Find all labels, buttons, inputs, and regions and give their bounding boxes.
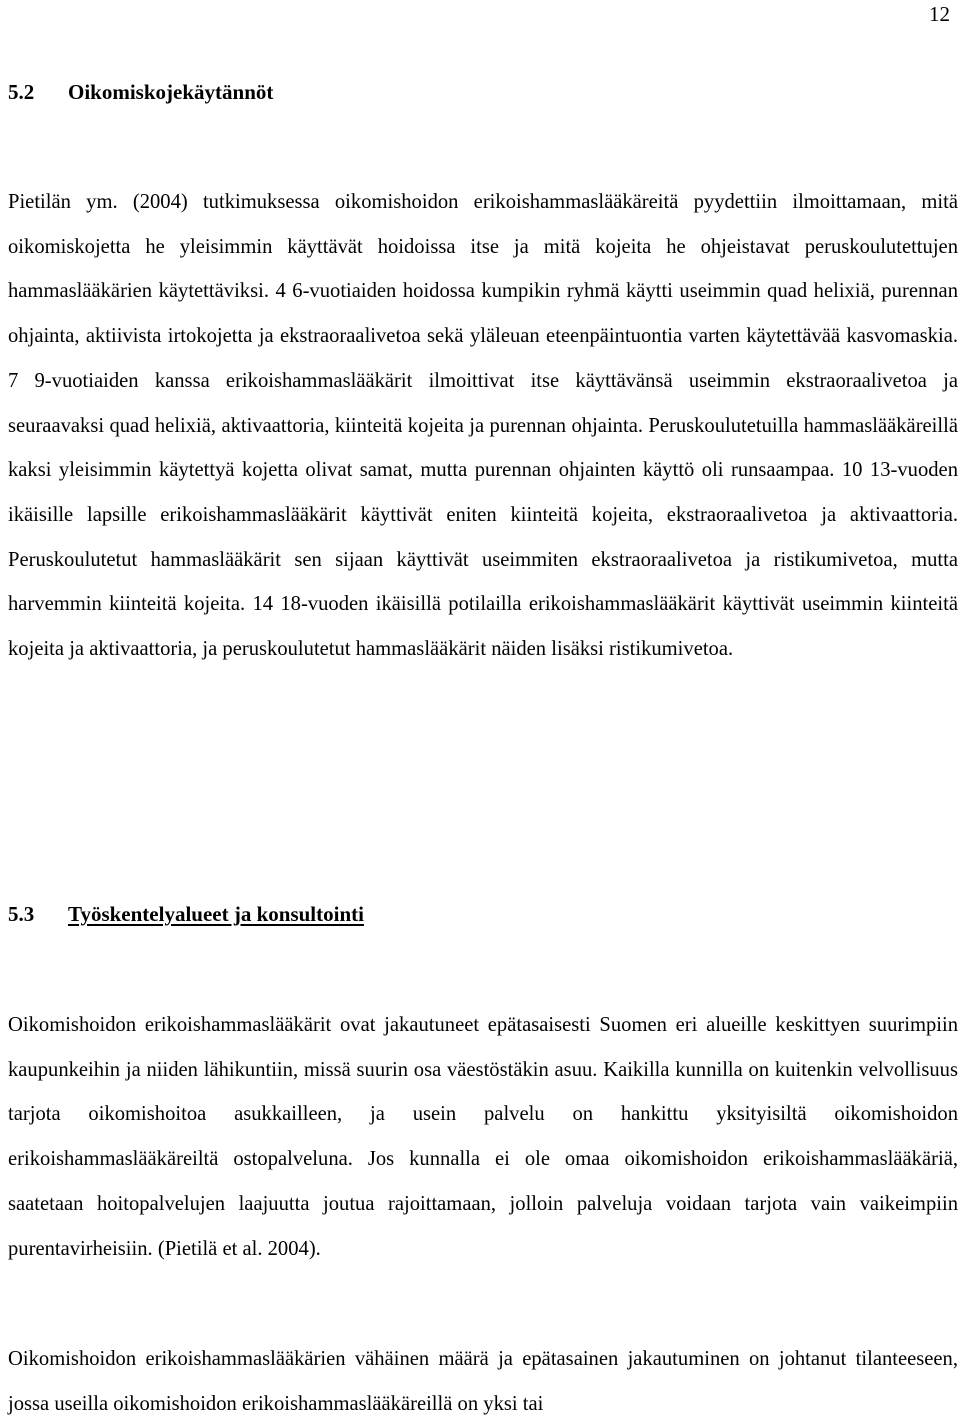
section-number: 5.2 <box>8 80 35 104</box>
section-heading-5-3 <box>8 901 364 927</box>
page-number: 12 <box>929 2 950 26</box>
body-paragraph: Oikomishoidon erikoishammaslääkärit ovat jakautuneet epätasaisesti Suomen eri alueille keskittyen suurimpiin kaupunkeihin ja niiden lähikuntiin, missä suurin osa väestöstäkin asuu. Kaikilla kunnilla on kuitenkin velvollisuus tarjota oikomishoitoa asukkailleen, ja usein palvelu on hankittu yksityisiltä oikomishoidon erikoishammaslääkäreiltä ostopalveluna. Jos kunnalla ei ole omaa oikomishoidon erikoishammaslääkäriä, saatetaan hoitopalvelujen laajuutta joutua rajoittamaan, jolloin palveluja voidaan tarjota vain vaikeimpiin purentavirheisiin. (Pietilä et al. 2004). <box>8 1014 958 1260</box>
section-title: Työskentelyalueet ja konsultointi <box>68 902 364 926</box>
body-paragraph: Pietilän ym. (2004) tutkimuksessa oikomishoidon erikoishammaslääkäreitä pyydettiin ilmoittamaan, mitä oikomiskojetta he yleisimmin käyttävät hoidoissa itse ja mitä kojeita he ohjeistavat peruskoulutettujen hammaslääkärien käytettäviksi. 4 6-vuotiaiden hoidossa kumpikin ryhmä käytti useimmin quad helixiä, purennan ohjainta, aktiivista irtokojetta ja ekstraoraalivetoa sekä yläleuan eteenpäintuontia varten käytettävää kasvomaskia. 7 9-vuotiaiden kanssa erikoishammaslääkärit ilmoittivat itse käyttävänsä useimmin ekstraoraalivetoa ja seuraavaksi quad helixiä, aktivaattoria, kiinteitä kojeita ja purennan ohjainta. Peruskoulutetuilla hammaslääkäreillä kaksi yleisimmin käytettyä kojetta olivat samat, mutta purennan ohjainten käyttö oli runsaampaa. 10 13-vuoden ikäisille lapsille erikoishammaslääkärit käyttivät eniten kiinteitä kojeita, ekstraoraalivetoa ja aktivaattoria. Peruskoulutetut hammaslääkärit sen sijaan käyttivät useimmiten ekstraoraalivetoa ja ristikumivetoa, mutta harvemmin kiinteitä kojeita. 14 18-vuoden ikäisillä potilailla erikoishammaslääkärit käyttivät useimmin kiinteitä kojeita ja aktivaattoria, ja peruskoulutetut hammaslääkärit näiden lisäksi ristikumivetoa. <box>8 191 958 661</box>
body-paragraph: Oikomishoidon erikoishammaslääkärien vähäinen määrä ja epätasainen jakautuminen on johtanut tilanteeseen, jossa useilla oikomishoidon erikoishammaslääkäreillä on yksi tai <box>8 1348 958 1415</box>
section-title: Oikomiskojekäytännöt <box>68 80 274 104</box>
section-number: 5.3 <box>8 902 35 926</box>
section-heading-5-2 <box>8 79 273 105</box>
